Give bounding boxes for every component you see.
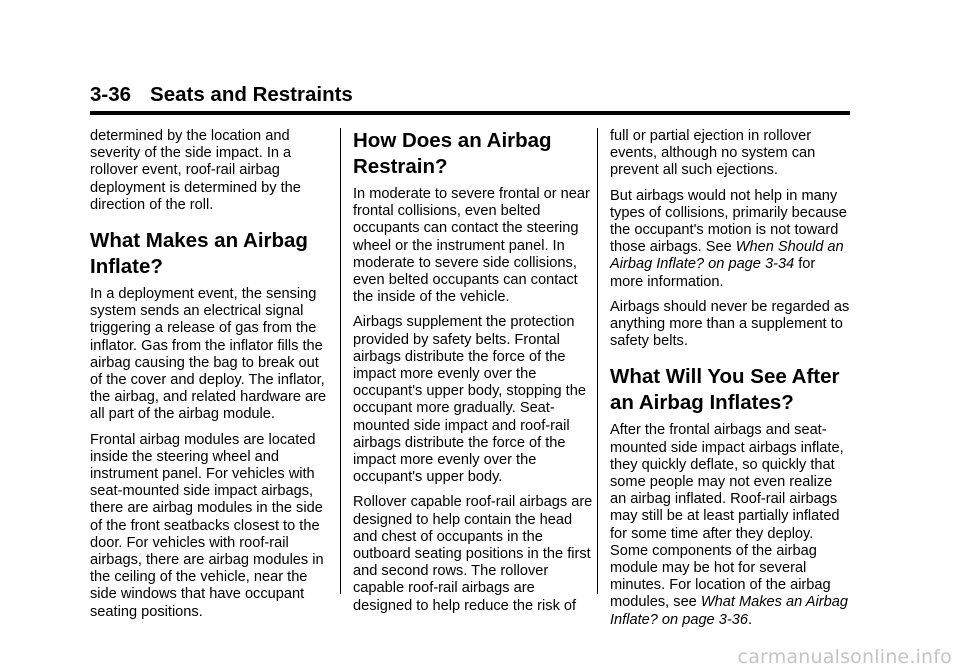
cross-reference-link[interactable]: When Should an Airbag Inflate? on page 3-34 xyxy=(610,239,844,273)
paragraph: Airbags should never be regarded as anything more than a supplement to safety belts. xyxy=(610,298,850,350)
page-number: 3-36 xyxy=(90,83,132,106)
section-title: Seats and Restraints xyxy=(150,83,353,106)
paragraph: In a deployment event, the sensing system sends an electrical signal triggering a release of gas from the inflator. Gas from the inflator fills the airbag causing the bag to break out of the cover and deploy. The inflator, the airbag, and related hardware are all part of the airbag module. xyxy=(90,286,327,423)
page-header xyxy=(90,83,850,115)
column-3 xyxy=(610,128,850,637)
paragraph xyxy=(610,188,850,291)
paragraph: full or partial ejection in rollover events, although no system can prevent all such ejections. xyxy=(610,128,816,179)
watermark: carmanualsonline.info xyxy=(737,646,952,668)
header-text xyxy=(90,83,850,107)
paragraph: Rollover capable roof-rail airbags are designed to help contain the head and chest of occupants in the outboard seating positions in the first and second rows. The rollover capable roof-rail airbags are designed to help reduce the risk of xyxy=(353,494,593,614)
paragraph: Airbags supplement the protection provided by safety belts. Frontal airbags distribute the force of the impact more evenly over the occupant's upper body, stopping the occupant more gradually. Seat-mounted side impact and roof-rail airbags distribute the force of the impact more evenly over the occupant's upper body. xyxy=(353,314,586,486)
heading-what-will-you-see: What Will You See After an Airbag Inflates? xyxy=(610,365,840,415)
column-divider xyxy=(597,128,598,594)
paragraph: determined by the location and severity of the side impact. In a rollover event, roof-rail airbag deployment is determined by the direction of the roll. xyxy=(90,128,301,213)
paragraph: In moderate to severe frontal or near frontal collisions, even belted occupants can contact the steering wheel or the instrument panel. In moderate to severe side collisions, even belted occupants can contact the inside of the vehicle. xyxy=(353,186,590,306)
heading-how-does-airbag-restrain: How Does an Airbag Restrain? xyxy=(353,129,552,178)
cross-reference-link[interactable]: What Makes an Airbag Inflate? on page 3-36 xyxy=(610,594,848,628)
paragraph: Frontal airbag modules are located inside the steering wheel and instrument panel. For vehicles with seat-mounted side impact airbags, there are airbag modules in the side of the front seatbacks closest to the door. For vehicles with roof-rail airbags, there are airbag modules in the ceiling of the vehicle, near the side windows that have occupant seating positions. xyxy=(90,431,324,620)
paragraph-text: But airbags would not help in many types of collisions, primarily because the occupant's motion is not toward those airbags. See xyxy=(610,187,847,256)
paragraph-text: . xyxy=(747,611,753,628)
column-2 xyxy=(353,128,593,623)
paragraph-text: for more information. xyxy=(610,256,816,290)
heading-what-makes-airbag-inflate: What Makes an Airbag Inflate? xyxy=(90,229,308,279)
paragraph-text: After the frontal airbags and seat-mounted side impact airbags inflate, they quickly deflate, so quickly that some people may not even realize an airbag inflated. Roof-rail airbags may still be at least partially inflated for some time after they deploy. Some components of the airbag module may be hot for several minutes. For location of the airbag modules, see xyxy=(610,422,844,611)
column-1 xyxy=(90,128,330,629)
paragraph xyxy=(610,422,850,628)
header-rule xyxy=(90,111,850,115)
column-divider xyxy=(340,128,341,594)
